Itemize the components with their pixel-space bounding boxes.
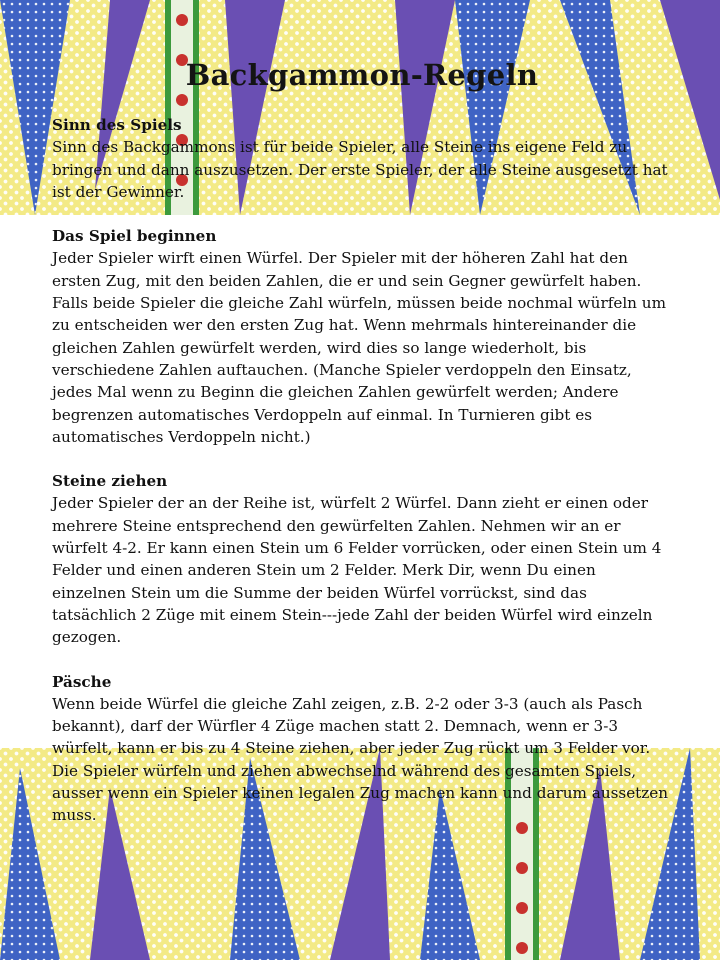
section-body: Jeder Spieler wirft einen Würfel. Der Spieler mit der höheren Zahl hat den ersten Zug, mit den beiden Zahlen, die er und sein Gegner gewürfelt haben. Falls beide Spieler die gleiche Zahl würfeln, müssen beide nochmal würfeln um zu entscheiden wer den ersten Zug hat. Wenn mehrmals hintereinander die gleichen Zahlen gewürfelt werden, wird dies so lange wiederholt, bis verschiedene Zahlen auftauchen. (Manche Spieler verdoppeln den Einsatz, jedes Mal wenn zu Beginn die gleichen Zahlen gewürfelt werden; Andere begrenzen automatisches Verdoppeln auf einmal. In Turnieren gibt es automatisches Verdoppeln nicht.) <box>52 249 666 446</box>
section-paesche <box>52 671 672 827</box>
section-heading: Das Spiel beginnen <box>52 227 217 246</box>
section-heading: Steine ziehen <box>52 472 168 491</box>
section-steine-ziehen <box>52 470 672 648</box>
page-title: Backgammon-Regeln <box>185 58 539 92</box>
section-body: Sinn des Backgammons ist für beide Spieler, alle Steine ins eigene Feld zu bringen und dann auszusetzen. Der erste Spieler, der alle Steine ausgesetzt hat ist der Gewinner. <box>52 138 668 201</box>
section-body: Wenn beide Würfel die gleiche Zahl zeigen, z.B. 2-2 oder 3-3 (auch als Pasch bekannt), darf der Würfler 4 Züge machen statt 2. Demnach, wenn er 3-3 würfelt, kann er bis zu 4 Steine ziehen, aber jeder Zug rückt um 3 Felder vor. Die Spieler würfeln und ziehen abwechselnd während des gesamten Spiels, ausser wenn ein Spieler keinen legalen Zug machen kann und darum aussetzen muss. <box>52 694 669 825</box>
rules-document <box>52 58 672 849</box>
section-heading: Päsche <box>52 672 112 691</box>
section-body: Jeder Spieler der an der Reihe ist, würfelt 2 Würfel. Dann zieht er einen oder mehrere Steine entsprechend den gewürfelten Zahlen. Nehmen wir an er würfelt 4-2. Er kann einen Stein um 6 Felder vorrücken, oder einen Stein um 4 Felder und einen anderen Stein um 2 Felder. Merk Dir, wenn Du einen einzelnen Stein um die Summe der beiden Würfel vorrückst, sind das tatsächlich 2 Züge mit einem Stein---jede Zahl der beiden Würfel wird einzeln gezogen. <box>52 494 662 647</box>
section-heading: Sinn des Spiels <box>52 116 182 134</box>
section-sinn-des-spiels <box>52 114 672 203</box>
section-das-spiel-beginnen <box>52 225 672 448</box>
